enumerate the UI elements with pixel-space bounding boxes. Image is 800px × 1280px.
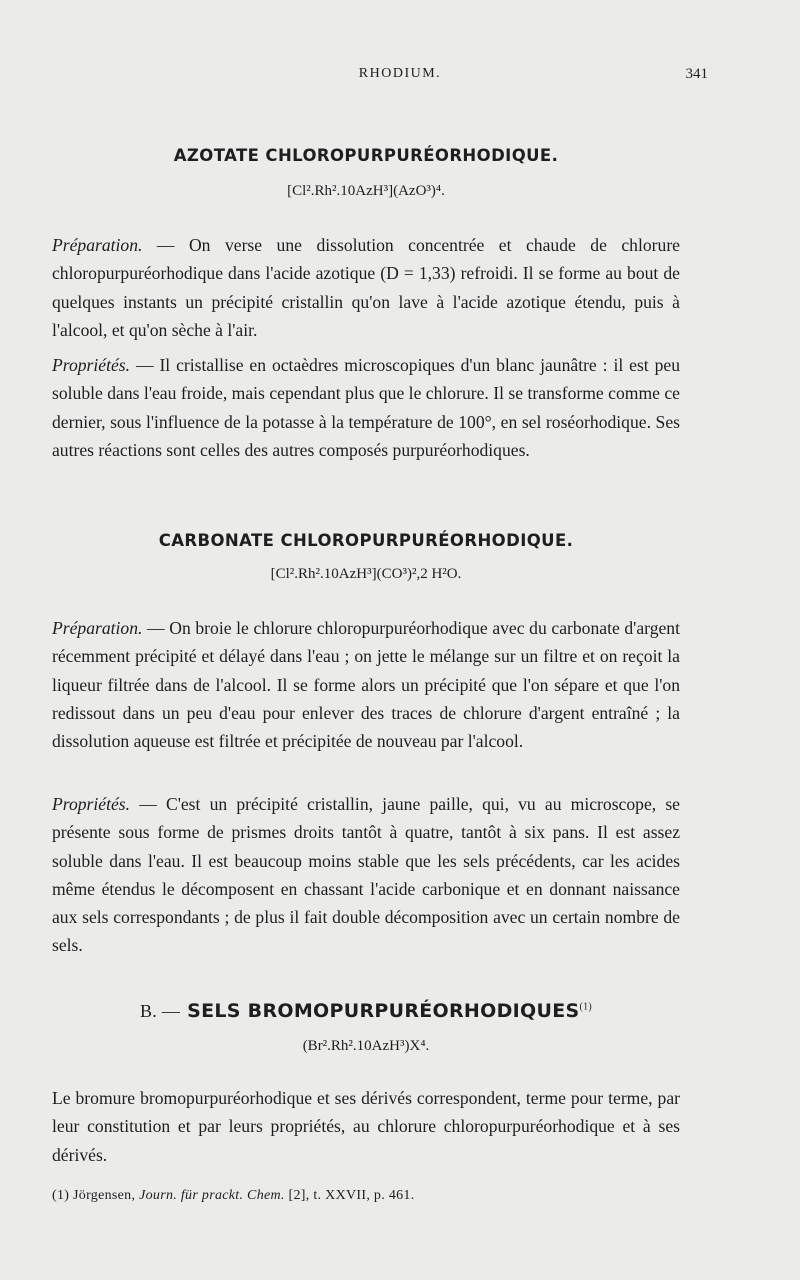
section-azotate [52, 146, 680, 165]
section-bromopurpureorhodiques [52, 1000, 680, 1022]
formula-bromo-wrap [52, 1038, 680, 1055]
paragraph-lead: Propriétés. [52, 355, 131, 375]
section-title-azotate: AZOTATE CHLOROPURPURÉORHODIQUE. [173, 146, 559, 165]
paragraph-text [52, 614, 680, 755]
formula-carbonate: [Cl².Rh².10AzH³](CO³)²,2 H²O. [270, 566, 462, 582]
footnote-text [52, 1188, 680, 1204]
paragraph-lead: Préparation. [52, 618, 143, 638]
paragraph-body: — On verse une dissolution concentrée et chaude de chlorure chloropurpuréorhodique dans l'acide azotique (D = 1,33) refroidi. Il se forme au bout de quelques instants un précipité cristallin qu'on lave à l'acide azotique étendu, puis à l'alcool, et qu'on sèche à l'air. [52, 235, 680, 340]
section-carbonate [52, 531, 680, 550]
paragraph-text [52, 351, 680, 464]
footnote-number: (1) [52, 1188, 70, 1203]
footnote-ref: [2], t. XXVII, p. 461. [288, 1188, 415, 1203]
formula-bromo: (Br².Rh².10AzH³)X⁴. [302, 1038, 430, 1054]
footnote-author: Jörgensen, [73, 1188, 136, 1203]
paragraph-lead: Propriétés. [52, 794, 131, 814]
section-title-text: SELS BROMOPURPURÉORHODIQUES [187, 1000, 580, 1022]
paragraph-text [52, 231, 680, 344]
paragraph-body: — On broie le chlorure chloropurpuréorhodique avec du carbonate d'argent récemment précipité et délayé dans l'eau ; on jette le mélange sur un filtre et on reçoit la liqueur filtrée dans de l'alcool. Il se forme alors un précipité que l'on sépare et que l'on redissout dans un peu d'eau pour enlever des traces de chlorure d'argent entraîné ; la dissolution aqueuse est filtrée et précipitée de nouveau par l'alcool. [52, 618, 680, 752]
section-title-carbonate: CARBONATE CHLOROPURPURÉORHODIQUE. [158, 531, 574, 550]
paragraph-bromo [52, 1084, 680, 1169]
footnote-journal: Journ. für prackt. Chem. [139, 1188, 285, 1203]
paragraph-azotate-preparation [52, 231, 680, 344]
page-number: 341 [685, 66, 708, 82]
formula-carbonate-wrap [52, 566, 680, 583]
formula-azotate: [Cl².Rh².10AzH³](AzO³)⁴. [287, 183, 445, 199]
paragraph-text [52, 790, 680, 960]
paragraph-body: — C'est un précipité cristallin, jaune paille, qui, vu au microscope, se présente sous forme de prismes droits tantôt à quatre, tantôt à six pans. Il est assez soluble dans l'eau. Il est beaucoup moins stable que les sels précédents, car les acides même étendus le décomposent en chassant l'acide carbonique et en donnant naissance aux sels correspondants ; de plus il fait double décomposition avec un certain nombre de sels. [52, 794, 680, 956]
section-letter: B. — [139, 1001, 181, 1021]
footnote-reference[interactable]: (1) [579, 1001, 593, 1013]
footnote [52, 1188, 680, 1204]
paragraph-body: Le bromure bromopurpuréorhodique et ses dérivés correspondent, terme pour terme, par leur constitution et par leurs propriétés, au chlorure chloropurpuréorhodique et à ses dérivés. [52, 1088, 680, 1165]
formula-azotate-wrap [52, 183, 680, 200]
running-head-title: RHODIUM. [358, 66, 442, 81]
paragraph-azotate-properties [52, 351, 680, 464]
paragraph-body: — Il cristallise en octaèdres microscopiques d'un blanc jaunâtre : il est peu soluble dans l'eau froide, mais cependant plus que le chlorure. Il se transforme comme ce dernier, sous l'influence de la potasse à la température de 100°, en sel roséorhodique. Ses autres réactions sont celles des autres composés purpuréorhodiques. [52, 355, 680, 460]
running-head [0, 66, 800, 86]
paragraph-carbonate-preparation [52, 614, 680, 755]
section-title-bromo [52, 1000, 680, 1022]
paragraph-lead: Préparation. [52, 235, 143, 255]
paragraph-carbonate-properties [52, 790, 680, 960]
